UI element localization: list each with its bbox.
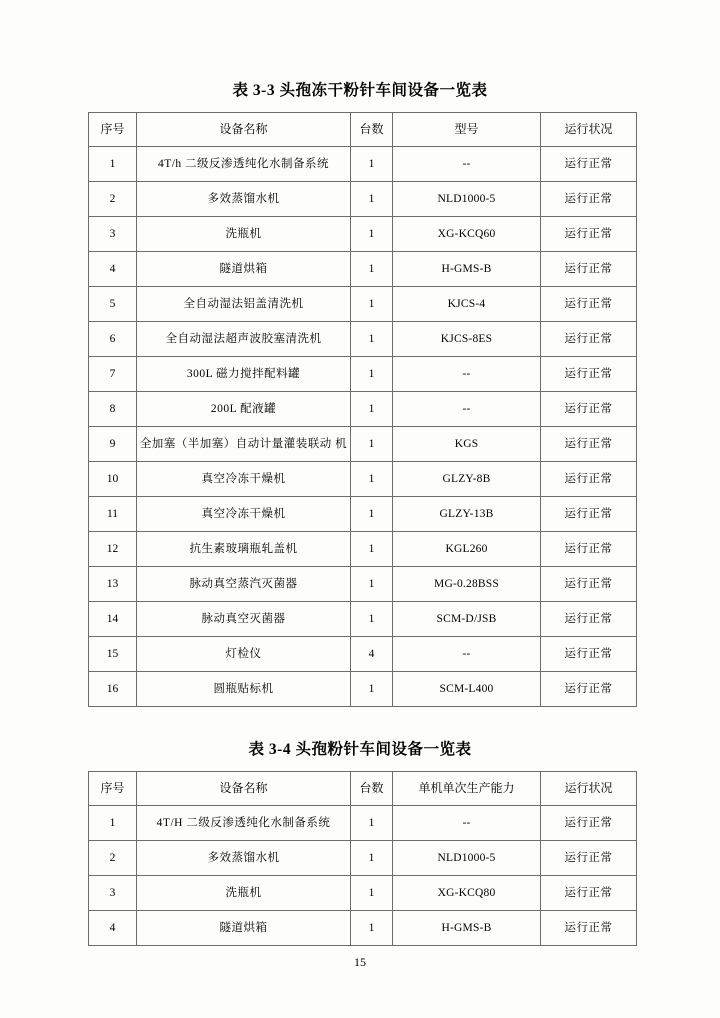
cell-qty: 1 bbox=[351, 567, 393, 602]
column-header-capacity: 单机单次生产能力 bbox=[393, 772, 541, 806]
cell-qty: 1 bbox=[351, 357, 393, 392]
cell-name: 洗瓶机 bbox=[137, 876, 351, 911]
cell-qty: 1 bbox=[351, 672, 393, 707]
table-row bbox=[89, 427, 637, 462]
cell-status: 运行正常 bbox=[541, 217, 637, 252]
equipment-table-3-3 bbox=[88, 112, 637, 707]
cell-qty: 1 bbox=[351, 147, 393, 182]
column-header-no: 序号 bbox=[89, 113, 137, 147]
cell-capacity: NLD1000-5 bbox=[393, 841, 541, 876]
table-row bbox=[89, 911, 637, 946]
cell-no: 10 bbox=[89, 462, 137, 497]
cell-qty: 1 bbox=[351, 217, 393, 252]
cell-qty: 1 bbox=[351, 806, 393, 841]
cell-name: 隧道烘箱 bbox=[137, 252, 351, 287]
cell-qty: 1 bbox=[351, 392, 393, 427]
table-row bbox=[89, 322, 637, 357]
cell-qty: 1 bbox=[351, 427, 393, 462]
cell-model: -- bbox=[393, 357, 541, 392]
cell-status: 运行正常 bbox=[541, 841, 637, 876]
cell-name: 洗瓶机 bbox=[137, 217, 351, 252]
cell-qty: 1 bbox=[351, 322, 393, 357]
table-row bbox=[89, 602, 637, 637]
cell-capacity: H-GMS-B bbox=[393, 911, 541, 946]
cell-no: 9 bbox=[89, 427, 137, 462]
cell-status: 运行正常 bbox=[541, 637, 637, 672]
cell-status: 运行正常 bbox=[541, 497, 637, 532]
cell-no: 5 bbox=[89, 287, 137, 322]
table-row bbox=[89, 567, 637, 602]
cell-name: 300L 磁力搅拌配料罐 bbox=[137, 357, 351, 392]
cell-model: KJCS-4 bbox=[393, 287, 541, 322]
cell-status: 运行正常 bbox=[541, 427, 637, 462]
column-header-status: 运行状况 bbox=[541, 113, 637, 147]
column-header-qty: 台数 bbox=[351, 113, 393, 147]
cell-no: 2 bbox=[89, 182, 137, 217]
cell-model: XG-KCQ60 bbox=[393, 217, 541, 252]
cell-qty: 1 bbox=[351, 876, 393, 911]
table-row bbox=[89, 841, 637, 876]
cell-name: 脉动真空蒸汽灭菌器 bbox=[137, 567, 351, 602]
cell-no: 4 bbox=[89, 252, 137, 287]
cell-name: 多效蒸馏水机 bbox=[137, 182, 351, 217]
table-row bbox=[89, 497, 637, 532]
cell-name: 脉动真空灭菌器 bbox=[137, 602, 351, 637]
page-number: 15 bbox=[354, 955, 366, 969]
table-row bbox=[89, 182, 637, 217]
table-title-3-3: 表 3-3 头孢冻干粉针车间设备一览表 bbox=[232, 82, 488, 99]
cell-no: 1 bbox=[89, 806, 137, 841]
cell-no: 13 bbox=[89, 567, 137, 602]
cell-status: 运行正常 bbox=[541, 252, 637, 287]
cell-model: GLZY-8B bbox=[393, 462, 541, 497]
table-row bbox=[89, 147, 637, 182]
cell-name: 隧道烘箱 bbox=[137, 911, 351, 946]
cell-no: 11 bbox=[89, 497, 137, 532]
cell-status: 运行正常 bbox=[541, 147, 637, 182]
cell-model: H-GMS-B bbox=[393, 252, 541, 287]
cell-status: 运行正常 bbox=[541, 806, 637, 841]
cell-no: 15 bbox=[89, 637, 137, 672]
cell-model: KGS bbox=[393, 427, 541, 462]
cell-no: 8 bbox=[89, 392, 137, 427]
cell-no: 14 bbox=[89, 602, 137, 637]
cell-status: 运行正常 bbox=[541, 532, 637, 567]
cell-name: 多效蒸馏水机 bbox=[137, 841, 351, 876]
table-header-row bbox=[89, 772, 637, 806]
cell-model: NLD1000-5 bbox=[393, 182, 541, 217]
cell-status: 运行正常 bbox=[541, 876, 637, 911]
cell-model: -- bbox=[393, 637, 541, 672]
cell-status: 运行正常 bbox=[541, 672, 637, 707]
cell-status: 运行正常 bbox=[541, 602, 637, 637]
cell-name: 灯检仪 bbox=[137, 637, 351, 672]
cell-model: MG-0.28BSS bbox=[393, 567, 541, 602]
cell-model: SCM-D/JSB bbox=[393, 602, 541, 637]
cell-no: 6 bbox=[89, 322, 137, 357]
cell-name: 真空冷冻干燥机 bbox=[137, 497, 351, 532]
cell-no: 12 bbox=[89, 532, 137, 567]
table-row bbox=[89, 532, 637, 567]
cell-no: 1 bbox=[89, 147, 137, 182]
column-header-name: 设备名称 bbox=[137, 113, 351, 147]
cell-name: 抗生素玻璃瓶轧盖机 bbox=[137, 532, 351, 567]
cell-no: 3 bbox=[89, 876, 137, 911]
cell-model: -- bbox=[393, 392, 541, 427]
column-header-name: 设备名称 bbox=[137, 772, 351, 806]
cell-qty: 1 bbox=[351, 841, 393, 876]
cell-status: 运行正常 bbox=[541, 322, 637, 357]
cell-no: 16 bbox=[89, 672, 137, 707]
cell-name: 全自动湿法超声波胶塞清洗机 bbox=[137, 322, 351, 357]
cell-qty: 1 bbox=[351, 602, 393, 637]
column-header-no: 序号 bbox=[89, 772, 137, 806]
cell-status: 运行正常 bbox=[541, 911, 637, 946]
cell-model: KJCS-8ES bbox=[393, 322, 541, 357]
table-row bbox=[89, 672, 637, 707]
cell-name: 真空冷冻干燥机 bbox=[137, 462, 351, 497]
cell-no: 4 bbox=[89, 911, 137, 946]
cell-qty: 4 bbox=[351, 637, 393, 672]
cell-name: 全加塞（半加塞）自动计量灌装联动 机 bbox=[137, 427, 351, 462]
cell-model: KGL260 bbox=[393, 532, 541, 567]
column-header-qty: 台数 bbox=[351, 772, 393, 806]
cell-qty: 1 bbox=[351, 462, 393, 497]
table-row bbox=[89, 217, 637, 252]
cell-model: SCM-L400 bbox=[393, 672, 541, 707]
table-row bbox=[89, 252, 637, 287]
cell-capacity: -- bbox=[393, 806, 541, 841]
cell-status: 运行正常 bbox=[541, 567, 637, 602]
table-row bbox=[89, 392, 637, 427]
cell-name: 圆瓶贴标机 bbox=[137, 672, 351, 707]
equipment-table-3-4 bbox=[88, 771, 637, 946]
cell-capacity: XG-KCQ80 bbox=[393, 876, 541, 911]
cell-status: 运行正常 bbox=[541, 392, 637, 427]
cell-model: GLZY-13B bbox=[393, 497, 541, 532]
cell-no: 3 bbox=[89, 217, 137, 252]
cell-name: 4T/h 二级反渗透纯化水制备系统 bbox=[137, 147, 351, 182]
cell-status: 运行正常 bbox=[541, 182, 637, 217]
cell-name: 4T/H 二级反渗透纯化水制备系统 bbox=[137, 806, 351, 841]
cell-name: 全自动湿法铝盖清洗机 bbox=[137, 287, 351, 322]
cell-no: 7 bbox=[89, 357, 137, 392]
table-title-3-4: 表 3-4 头孢粉针车间设备一览表 bbox=[248, 741, 472, 758]
table-row bbox=[89, 876, 637, 911]
cell-qty: 1 bbox=[351, 182, 393, 217]
table-row bbox=[89, 357, 637, 392]
column-header-model: 型号 bbox=[393, 113, 541, 147]
table-row bbox=[89, 806, 637, 841]
cell-qty: 1 bbox=[351, 252, 393, 287]
cell-model: -- bbox=[393, 147, 541, 182]
table-row bbox=[89, 287, 637, 322]
table-row bbox=[89, 462, 637, 497]
cell-status: 运行正常 bbox=[541, 287, 637, 322]
table-header-row bbox=[89, 113, 637, 147]
column-header-status: 运行状况 bbox=[541, 772, 637, 806]
table-row bbox=[89, 637, 637, 672]
cell-status: 运行正常 bbox=[541, 462, 637, 497]
cell-qty: 1 bbox=[351, 911, 393, 946]
cell-status: 运行正常 bbox=[541, 357, 637, 392]
cell-qty: 1 bbox=[351, 497, 393, 532]
cell-name: 200L 配液罐 bbox=[137, 392, 351, 427]
cell-qty: 1 bbox=[351, 287, 393, 322]
cell-qty: 1 bbox=[351, 532, 393, 567]
cell-no: 2 bbox=[89, 841, 137, 876]
